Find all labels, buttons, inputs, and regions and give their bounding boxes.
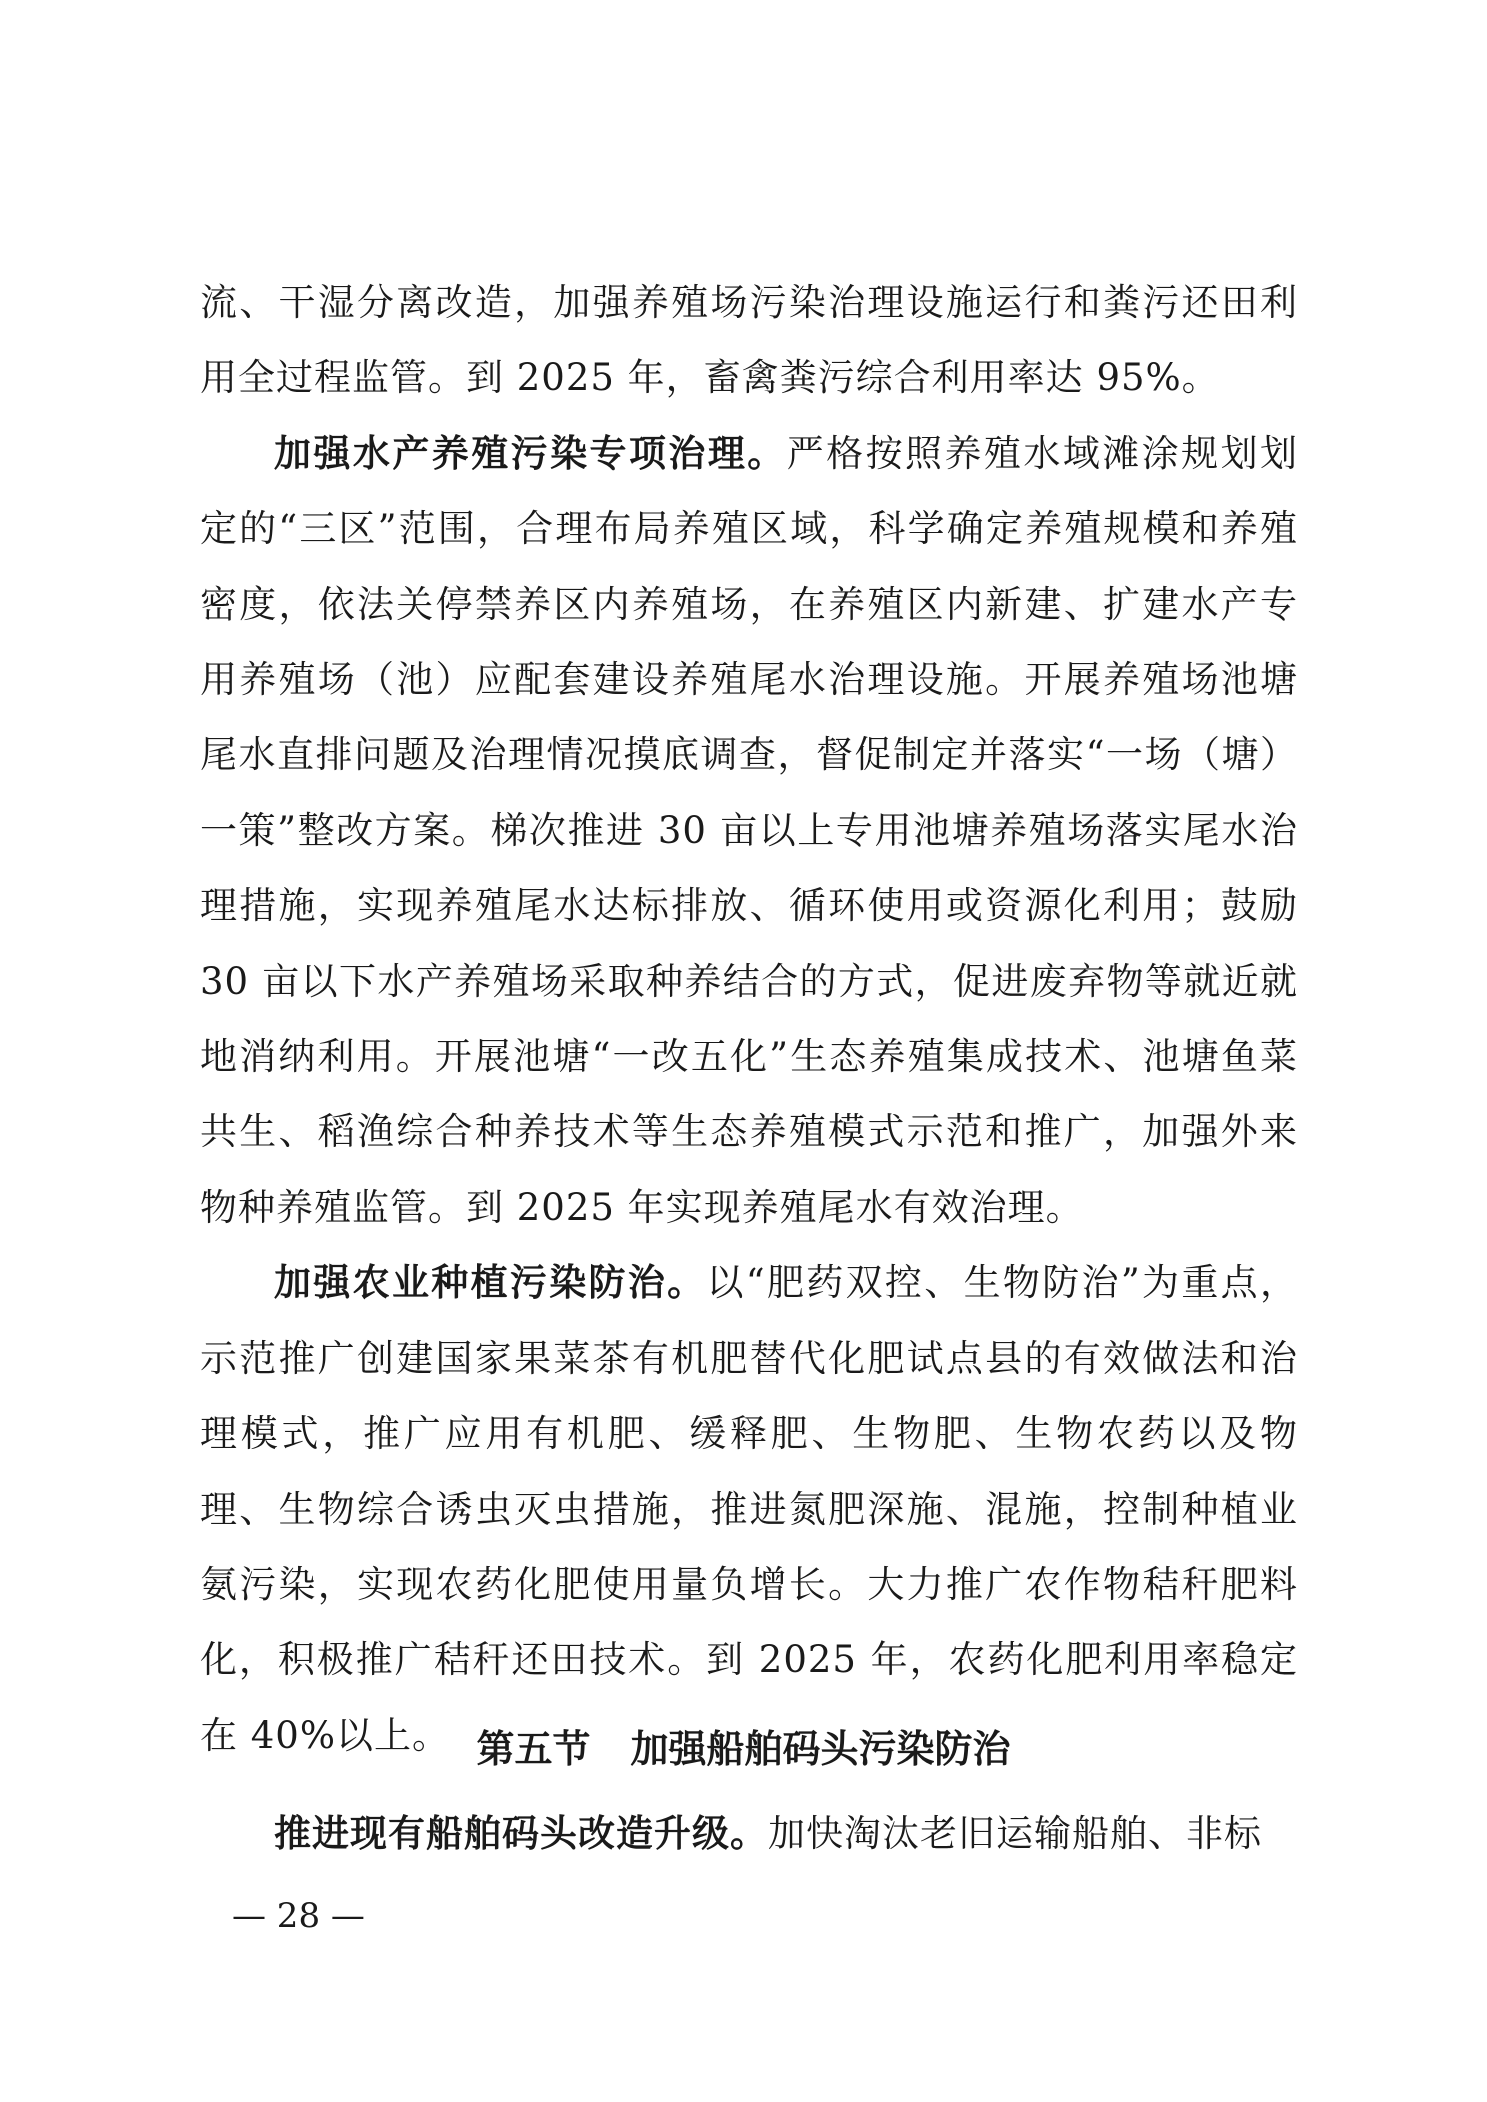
paragraph-4 [200,1796,1298,1871]
section-number: 第五节 [476,1727,591,1771]
paragraph-text: 以“肥药双控、生物防治”为重点，示范推广创建国家果菜茶有机肥替代化肥试点县的有效做法和治理模式，推广应用有机肥、缓释肥、生物肥、生物农药以及物理、生物综合诱虫灭虫措施，推进氮肥深施、混施，控制种植业氨污染，实现农药化肥使用量负增长。大力推广农作物秸秆肥料化，积极推广秸秆还田技术。到 2025 年，农药化肥利用率稳定在 40%以上。 [200,1261,1298,1757]
body-text [200,265,1298,1773]
paragraph-3 [200,1245,1298,1773]
paragraph-2 [200,416,1298,1245]
section-heading [0,1719,1487,1779]
paragraph-lead: 推进现有船舶码头改造升级。 [274,1812,768,1855]
paragraph-lead: 加强水产养殖污染专项治理。 [274,431,787,475]
paragraph-text: 流、干湿分离改造，加强养殖场污染治理设施运行和粪污还田利用全过程监管。到 2025 年，畜禽粪污综合利用率达 95%。 [200,281,1298,400]
section-title: 加强船舶码头污染防治 [630,1727,1011,1771]
page-number: — 28 — [232,1896,365,1936]
paragraph-text: 加快淘汰老旧运输船舶、非标 [768,1812,1262,1855]
paragraph-lead: 加强农业种植污染防治。 [274,1261,707,1305]
paragraph-text: 严格按照养殖水域滩涂规划划定的“三区”范围，合理布局养殖区域，科学确定养殖规模和养殖密度，依法关停禁养区内养殖场，在养殖区内新建、扩建水产专用养殖场（池）应配套建设养殖尾水治理设施。开展养殖场池塘尾水直排问题及治理情况摸底调查，督促制定并落实“一场（塘）一策”整改方案。梯次推进 30 亩以上专用池塘养殖场落实尾水治理措施，实现养殖尾水达标排放、循环使用或资源化利用；鼓励 30 亩以下水产养殖场采取种养结合的方式，促进废弃物等就近就地消纳利用。开展池塘“一改五化”生态养殖集成技术、池塘鱼菜共生、稻渔综合种养技术等生态养殖模式示范和推广，加强外来物种养殖监管。到 2025 年实现养殖尾水有效治理。 [200,431,1299,1229]
paragraph-1 [200,265,1298,416]
